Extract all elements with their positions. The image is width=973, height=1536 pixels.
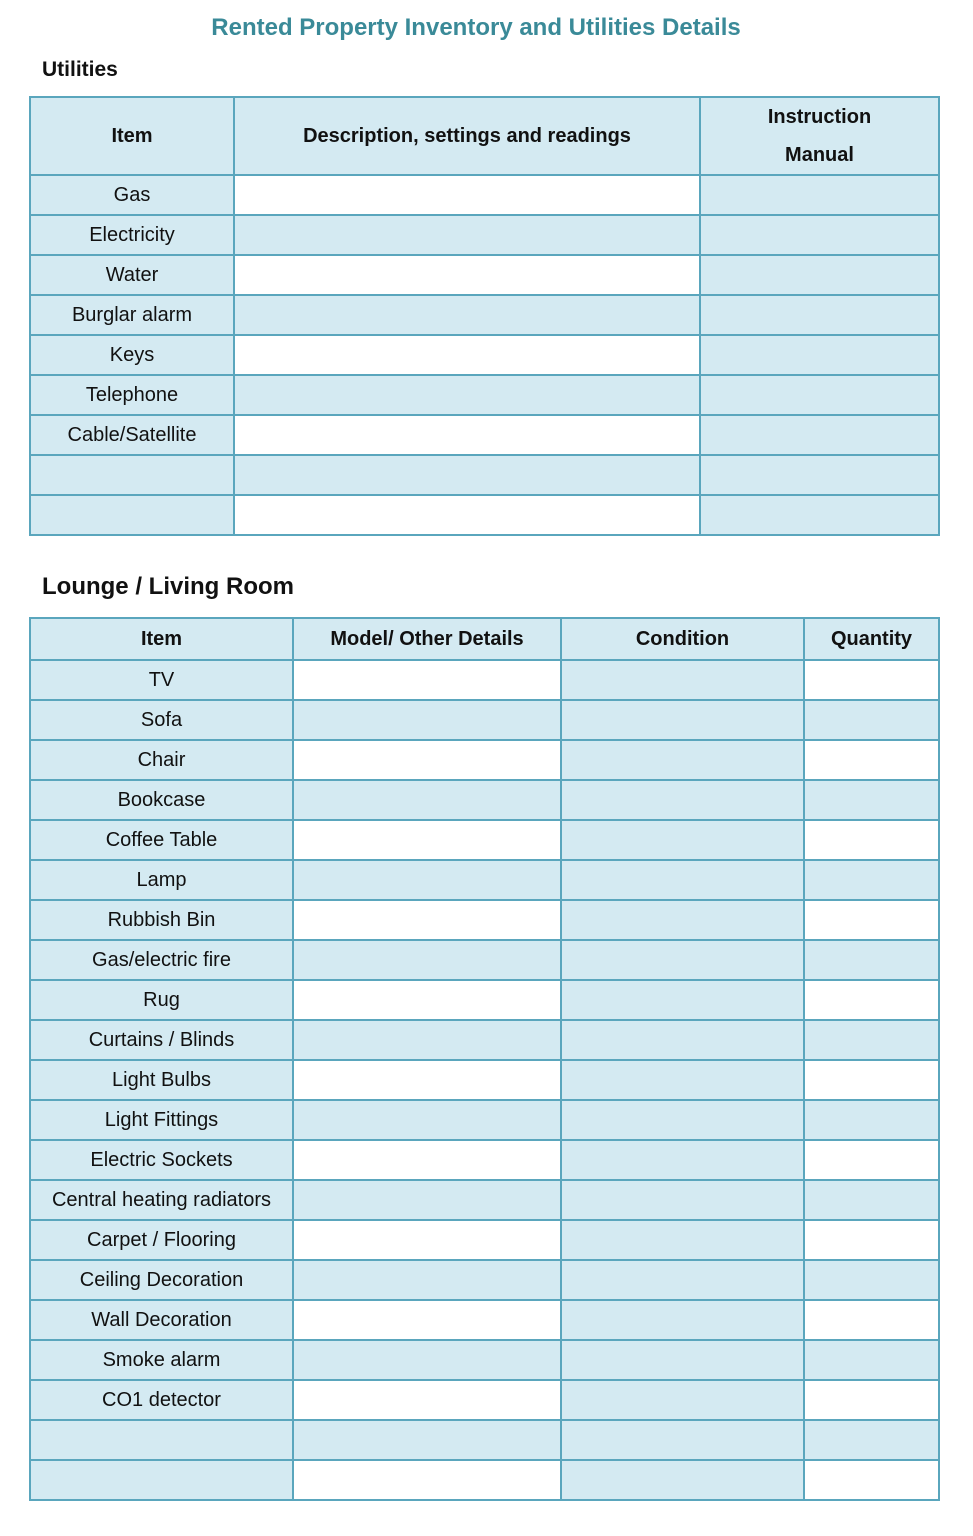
utilities-header-row	[30, 97, 939, 175]
lounge-model-cell[interactable]	[293, 780, 561, 820]
table-row	[30, 820, 939, 860]
lounge-quantity-cell[interactable]	[804, 1100, 939, 1140]
table-row	[30, 335, 939, 375]
table-row	[30, 940, 939, 980]
lounge-item-cell[interactable]	[30, 1420, 293, 1460]
utilities-item-cell[interactable]	[30, 455, 234, 495]
lounge-model-cell[interactable]	[293, 1180, 561, 1220]
lounge-condition-cell[interactable]	[561, 1340, 804, 1380]
table-row	[30, 900, 939, 940]
table-row	[30, 495, 939, 535]
lounge-condition-cell[interactable]	[561, 1060, 804, 1100]
lounge-quantity-cell[interactable]	[804, 1220, 939, 1260]
utilities-section-label: Utilities	[42, 58, 118, 81]
lounge-condition-cell[interactable]	[561, 780, 804, 820]
lounge-model-cell[interactable]	[293, 660, 561, 700]
utilities-header-item: Item	[30, 97, 234, 175]
lounge-quantity-cell[interactable]	[804, 1180, 939, 1220]
utilities-item-cell[interactable]	[30, 495, 234, 535]
table-row	[30, 1060, 939, 1100]
table-row	[30, 455, 939, 495]
table-row	[30, 1460, 939, 1500]
utilities-description-cell[interactable]	[234, 415, 700, 455]
lounge-quantity-cell[interactable]	[804, 980, 939, 1020]
lounge-condition-cell[interactable]	[561, 980, 804, 1020]
table-row	[30, 375, 939, 415]
lounge-quantity-cell[interactable]	[804, 860, 939, 900]
utilities-manual-cell[interactable]	[700, 295, 939, 335]
lounge-header-condition: Condition	[561, 618, 804, 660]
lounge-condition-cell[interactable]	[561, 1300, 804, 1340]
table-row	[30, 215, 939, 255]
lounge-quantity-cell[interactable]	[804, 1260, 939, 1300]
lounge-item-cell: Chair	[30, 740, 293, 780]
lounge-quantity-cell[interactable]	[804, 1140, 939, 1180]
lounge-quantity-cell[interactable]	[804, 1460, 939, 1500]
lounge-item-cell: Rubbish Bin	[30, 900, 293, 940]
lounge-item-cell: Carpet / Flooring	[30, 1220, 293, 1260]
lounge-model-cell[interactable]	[293, 1100, 561, 1140]
lounge-model-cell[interactable]	[293, 1420, 561, 1460]
lounge-model-cell[interactable]	[293, 1220, 561, 1260]
lounge-model-cell[interactable]	[293, 1380, 561, 1420]
lounge-quantity-cell[interactable]	[804, 1340, 939, 1380]
utilities-description-cell[interactable]	[234, 175, 700, 215]
lounge-item-cell: CO1 detector	[30, 1380, 293, 1420]
table-row	[30, 860, 939, 900]
lounge-quantity-cell[interactable]	[804, 820, 939, 860]
lounge-item-cell: Rug	[30, 980, 293, 1020]
table-row	[30, 1300, 939, 1340]
lounge-item-cell[interactable]	[30, 1460, 293, 1500]
utilities-manual-cell[interactable]	[700, 335, 939, 375]
table-row	[30, 175, 939, 215]
lounge-item-cell: Light Fittings	[30, 1100, 293, 1140]
lounge-model-cell[interactable]	[293, 860, 561, 900]
lounge-condition-cell[interactable]	[561, 740, 804, 780]
table-row	[30, 780, 939, 820]
lounge-model-cell[interactable]	[293, 1460, 561, 1500]
table-row	[30, 295, 939, 335]
utilities-manual-cell[interactable]	[700, 255, 939, 295]
lounge-model-cell[interactable]	[293, 900, 561, 940]
lounge-condition-cell[interactable]	[561, 1460, 804, 1500]
utilities-manual-cell[interactable]	[700, 495, 939, 535]
lounge-quantity-cell[interactable]	[804, 1060, 939, 1100]
table-row	[30, 1100, 939, 1140]
utilities-header-manual-line2: Manual	[785, 144, 854, 166]
utilities-description-cell[interactable]	[234, 215, 700, 255]
lounge-header-row	[30, 618, 939, 660]
lounge-header-item: Item	[30, 618, 293, 660]
lounge-condition-cell[interactable]	[561, 1220, 804, 1260]
lounge-item-cell: Central heating radiators	[30, 1180, 293, 1220]
lounge-model-cell[interactable]	[293, 1020, 561, 1060]
utilities-item-cell: Keys	[30, 335, 234, 375]
utilities-manual-cell[interactable]	[700, 415, 939, 455]
table-row	[30, 1340, 939, 1380]
lounge-quantity-cell[interactable]	[804, 660, 939, 700]
lounge-model-cell[interactable]	[293, 1300, 561, 1340]
lounge-model-cell[interactable]	[293, 740, 561, 780]
lounge-condition-cell[interactable]	[561, 1140, 804, 1180]
lounge-condition-cell[interactable]	[561, 660, 804, 700]
lounge-item-cell: Light Bulbs	[30, 1060, 293, 1100]
lounge-quantity-cell[interactable]	[804, 740, 939, 780]
lounge-quantity-cell[interactable]	[804, 700, 939, 740]
utilities-item-cell: Burglar alarm	[30, 295, 234, 335]
lounge-condition-cell[interactable]	[561, 860, 804, 900]
utilities-item-cell: Electricity	[30, 215, 234, 255]
lounge-model-cell[interactable]	[293, 1060, 561, 1100]
table-row	[30, 1020, 939, 1060]
lounge-condition-cell[interactable]	[561, 1020, 804, 1060]
utilities-description-cell[interactable]	[234, 375, 700, 415]
page-title: Rented Property Inventory and Utilities Details	[211, 14, 741, 41]
utilities-description-cell[interactable]	[234, 255, 700, 295]
lounge-quantity-cell[interactable]	[804, 1300, 939, 1340]
lounge-condition-cell[interactable]	[561, 820, 804, 860]
utilities-header-manual-line1: Instruction	[767, 106, 872, 128]
table-row	[30, 740, 939, 780]
utilities-header-description: Description, settings and readings	[234, 97, 700, 175]
utilities-table	[29, 96, 940, 536]
lounge-condition-cell[interactable]	[561, 700, 804, 740]
lounge-quantity-cell[interactable]	[804, 780, 939, 820]
lounge-header-quantity: Quantity	[804, 618, 939, 660]
lounge-condition-cell[interactable]	[561, 1420, 804, 1460]
lounge-quantity-cell[interactable]	[804, 1420, 939, 1460]
lounge-item-cell: Coffee Table	[30, 820, 293, 860]
lounge-item-cell: TV	[30, 660, 293, 700]
lounge-model-cell[interactable]	[293, 820, 561, 860]
lounge-item-cell: Gas/electric fire	[30, 940, 293, 980]
lounge-condition-cell[interactable]	[561, 1380, 804, 1420]
lounge-model-cell[interactable]	[293, 1260, 561, 1300]
utilities-description-cell[interactable]	[234, 495, 700, 535]
table-row	[30, 1260, 939, 1300]
lounge-section-label: Lounge / Living Room	[42, 573, 294, 600]
lounge-item-cell: Curtains / Blinds	[30, 1020, 293, 1060]
lounge-condition-cell[interactable]	[561, 940, 804, 980]
utilities-manual-cell[interactable]	[700, 455, 939, 495]
lounge-condition-cell[interactable]	[561, 900, 804, 940]
lounge-condition-cell[interactable]	[561, 1260, 804, 1300]
lounge-model-cell[interactable]	[293, 700, 561, 740]
utilities-item-cell: Water	[30, 255, 234, 295]
lounge-quantity-cell[interactable]	[804, 940, 939, 980]
lounge-quantity-cell[interactable]	[804, 900, 939, 940]
lounge-model-cell[interactable]	[293, 1340, 561, 1380]
lounge-model-cell[interactable]	[293, 980, 561, 1020]
utilities-item-cell: Telephone	[30, 375, 234, 415]
lounge-quantity-cell[interactable]	[804, 1380, 939, 1420]
utilities-manual-cell[interactable]	[700, 175, 939, 215]
table-row	[30, 1380, 939, 1420]
lounge-model-cell[interactable]	[293, 1140, 561, 1180]
lounge-item-cell: Wall Decoration	[30, 1300, 293, 1340]
utilities-description-cell[interactable]	[234, 335, 700, 375]
table-row	[30, 255, 939, 295]
lounge-condition-cell[interactable]	[561, 1100, 804, 1140]
table-row	[30, 415, 939, 455]
lounge-item-cell: Bookcase	[30, 780, 293, 820]
table-row	[30, 1180, 939, 1220]
lounge-model-cell[interactable]	[293, 940, 561, 980]
lounge-item-cell: Electric Sockets	[30, 1140, 293, 1180]
lounge-item-cell: Lamp	[30, 860, 293, 900]
utilities-manual-cell[interactable]	[700, 215, 939, 255]
table-row	[30, 660, 939, 700]
utilities-header-manual	[700, 97, 939, 175]
utilities-description-cell[interactable]	[234, 455, 700, 495]
utilities-manual-cell[interactable]	[700, 375, 939, 415]
table-row	[30, 700, 939, 740]
table-row	[30, 1220, 939, 1260]
utilities-item-cell: Cable/Satellite	[30, 415, 234, 455]
lounge-item-cell: Smoke alarm	[30, 1340, 293, 1380]
lounge-item-cell: Ceiling Decoration	[30, 1260, 293, 1300]
utilities-description-cell[interactable]	[234, 295, 700, 335]
lounge-header-model: Model/ Other Details	[293, 618, 561, 660]
lounge-table	[29, 617, 940, 1501]
utilities-item-cell: Gas	[30, 175, 234, 215]
table-row	[30, 1140, 939, 1180]
lounge-quantity-cell[interactable]	[804, 1020, 939, 1060]
lounge-item-cell: Sofa	[30, 700, 293, 740]
table-row	[30, 980, 939, 1020]
table-row	[30, 1420, 939, 1460]
lounge-condition-cell[interactable]	[561, 1180, 804, 1220]
